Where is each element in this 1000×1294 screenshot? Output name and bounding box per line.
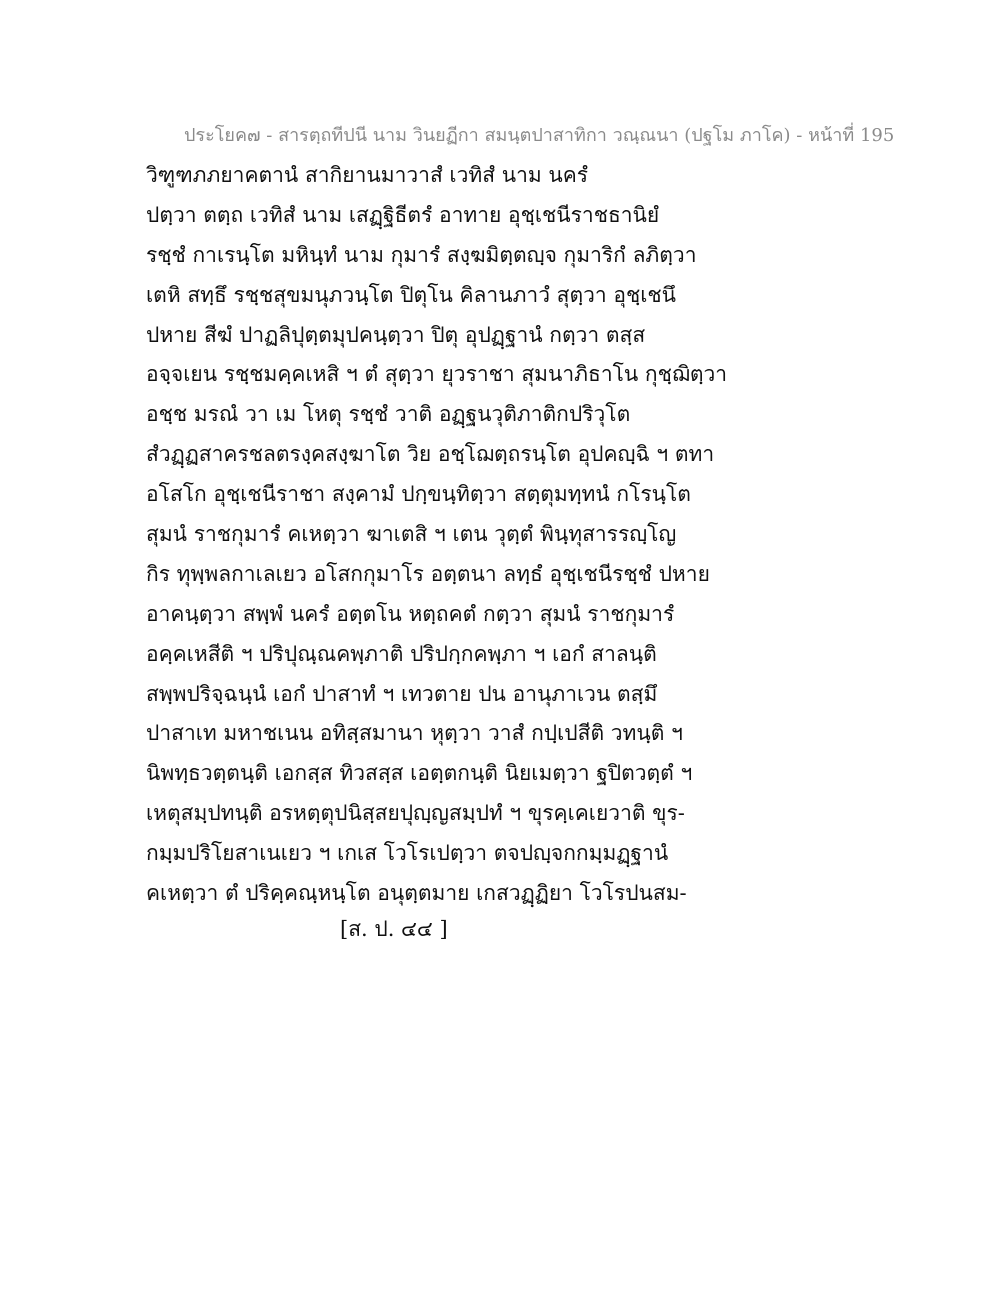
text-line: กมฺมปริโยสาเนเยว ฯ เกเส โวโรเปตฺวา ตจปญฺจกกมฺมฏฺฐานํ (146, 841, 669, 866)
text-line: สพฺพปริจฺฉนฺนํ เอกํ ปาสาทํ ฯ เทวตาย ปน อานุภาเวน ตสฺมึ (146, 681, 658, 706)
text-line: เหตุสมฺปทนฺติ อรหตฺตุปนิสฺสยปุญฺญสมฺปทํ ฯ ขุรคฺเคเยวาติ ขุร- (146, 801, 685, 826)
text-line: กิร ทุพฺพลกาเลเยว อโสกกุมาโร อตฺตนา ลทฺธํ อุชฺเชนีรชฺชํ ปหาย (146, 561, 710, 586)
text-line: อโสโก อุชฺเชนีราชา สงฺคามํ ปกฺขนฺทิตฺวา สตฺตุมทฺทนํ กโรนฺโต (146, 482, 691, 507)
footnote-reference: [ส. ป. ๔๔ ] (340, 917, 448, 941)
text-line: สุมนํ ราชกุมารํ คเหตฺวา ฆาเตสิ ฯ เตน วุตฺตํ พินฺทุสารรญฺโญ (146, 522, 677, 547)
text-line: วิฑูฑภภยาคตานํ สากิยานมาวาสํ เวทิสํ นาม นครํ (146, 163, 589, 187)
text-line: ปาสาเท มหาชเนน อทิสฺสมานา หุตฺวา วาสํ กปฺเปสีติ วทนฺติ ฯ (146, 721, 683, 746)
text-line: รชฺชํ กาเรนฺโต มหินฺทํ นาม กุมารํ สงฺฆมิตฺตญฺจ กุมาริกํ ลภิตฺวา (146, 242, 697, 267)
text-line: อชฺช มรณํ วา เม โหตุ รชฺชํ วาติ อฏฺฐนวุติภาติกปริวุโต (146, 402, 631, 427)
text-line: อคฺคเหสีติ ฯ ปริปุณฺณคพฺภาติ ปริปกฺกคพฺภา ฯ เอกํ สาลนฺติ (146, 641, 657, 666)
text-line: คเหตฺวา ตํ ปริคฺคณฺหนฺโต อนุตฺตมาย เกสวฏฺฏิยา โวโรปนสม- (146, 881, 687, 906)
running-head: ประโยค๗ - สารตฺถทีปนี นาม วินยฏีกา สมนฺตปาสาทิกา วณฺณนา (ปฐโม ภาโค) - หน้าที่ 195 (184, 125, 895, 146)
text-line: นิพทฺธวตฺตนฺติ เอกสฺส ทิวสสฺส เอตฺตกนฺติ นิยเมตฺวา ฐปิตวตฺตํ ฯ (146, 761, 693, 786)
text-line: สํวฏฺฏสาครชลตรงฺคสงฺฆาโต วิย อชฺโฌตฺถรนฺโต อุปคญฺฉิ ฯ ตทา (146, 442, 715, 467)
body-text (146, 156, 728, 914)
text-line: ปตฺวา ตตฺถ เวทิสํ นาม เสฏฺฐิธีตรํ อาทาย อุชฺเชนีราชธานิยํ (146, 202, 660, 227)
text-line: เตหิ สทฺธึ รชฺชสุขมนุภวนฺโต ปิตุโน คิลานภาวํ สุตฺวา อุชฺเชนึ (146, 282, 677, 307)
text-line: อาคนฺตฺวา สพฺพํ นครํ อตฺตโน หตฺถคตํ กตฺวา สุมนํ ราชกุมารํ (146, 601, 675, 626)
text-line: ปหาย สีฆํ ปาฏลิปุตฺตมุปคนฺตฺวา ปิตุ อุปฏฺฐานํ กตฺวา ตสฺส (146, 322, 646, 347)
text-line: อจฺจเยน รชฺชมคฺคเหสิ ฯ ตํ สุตฺวา ยุวราชา สุมนาภิธาโน กุชฺฌิตฺวา (146, 362, 728, 387)
